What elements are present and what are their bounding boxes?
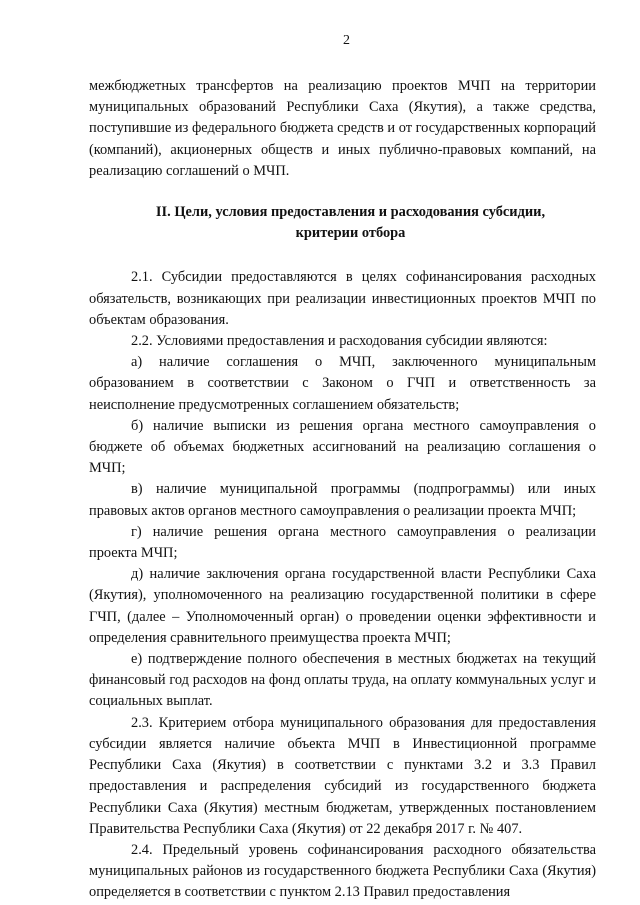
paragraph-2-2: 2.2. Условиями предоставления и расходования субсидии являются: [131,333,548,350]
condition-a: а) наличие соглашения о МЧП, заключенного муниципальным образованием в соответствии с Законом о ГЧП и ответственность за неисполнение предусмотренных соглашением обязательств; [89,354,596,413]
condition-b: б) наличие выписки из решения органа местного самоуправления о бюджете об объемах бюджетных ассигнований на реализацию соглашения о МЧП; [89,417,596,477]
page-number: 2 [343,33,350,48]
section-heading-line-2: критерии отбора [295,225,406,242]
paragraph-2-3: 2.3. Критерием отбора муниципального образования для предоставления субсидии является наличие объекта МЧП в Инвестиционной программе Республики Саха (Якутия) в соответствии с пунктами 3.2 и 3.3 Правил предоставления и распределения субсидий из государственного бюджета Республики Саха (Якутия) местным бюджетам, утвержденных постановлением Правительства Республики Саха (Якутия) от 22 декабря 2017 г. № 407. [89,714,596,837]
condition-v: в) наличие муниципальной программы (подпрограммы) или иных правовых актов органов местного самоуправления о реализации проекта МЧП; [89,481,596,519]
paragraph-2-4: 2.4. Предельный уровень софинансирования расходного обязательства муниципальных районов из государственного бюджета Республики Саха (Якутия) определяется в соответствии с пунктом 2.13 Правил предоставления [89,841,596,901]
condition-d: д) наличие заключения органа государственной власти Республики Саха (Якутия), уполномоченного на реализацию государственной политики в сфере ГЧП, (далее – Уполномоченный орган) о проведении оценки эффективности и определения сравнительного преимущества проекта МЧП; [89,566,596,646]
condition-g: г) наличие решения органа местного самоуправления о реализации проекта МЧП; [89,523,596,562]
section-heading-line-1: II. Цели, условия предоставления и расходования субсидии, [155,204,546,221]
intro-paragraph: межбюджетных трансфертов на реализацию проектов МЧП на территории муниципальных образований Республики Саха (Якутия), а также средства, поступившие из федерального бюджета средств и от государственных корпораций (компаний), акционерных обществ и иных публично-правовых компаний, на реализацию соглашений о МЧП. [89,78,596,179]
paragraph-2-1: 2.1. Субсидии предоставляются в целях софинансирования расходных обязательств, возникающих при реализации инвестиционных проектов МЧП по объектам образования. [89,269,596,328]
condition-e: е) подтверждение полного обеспечения в местных бюджетах на текущий финансовый год расходов на фонд оплаты труда, на оплату коммунальных услуг и социальных выплат. [89,651,596,710]
section-heading [89,202,596,244]
